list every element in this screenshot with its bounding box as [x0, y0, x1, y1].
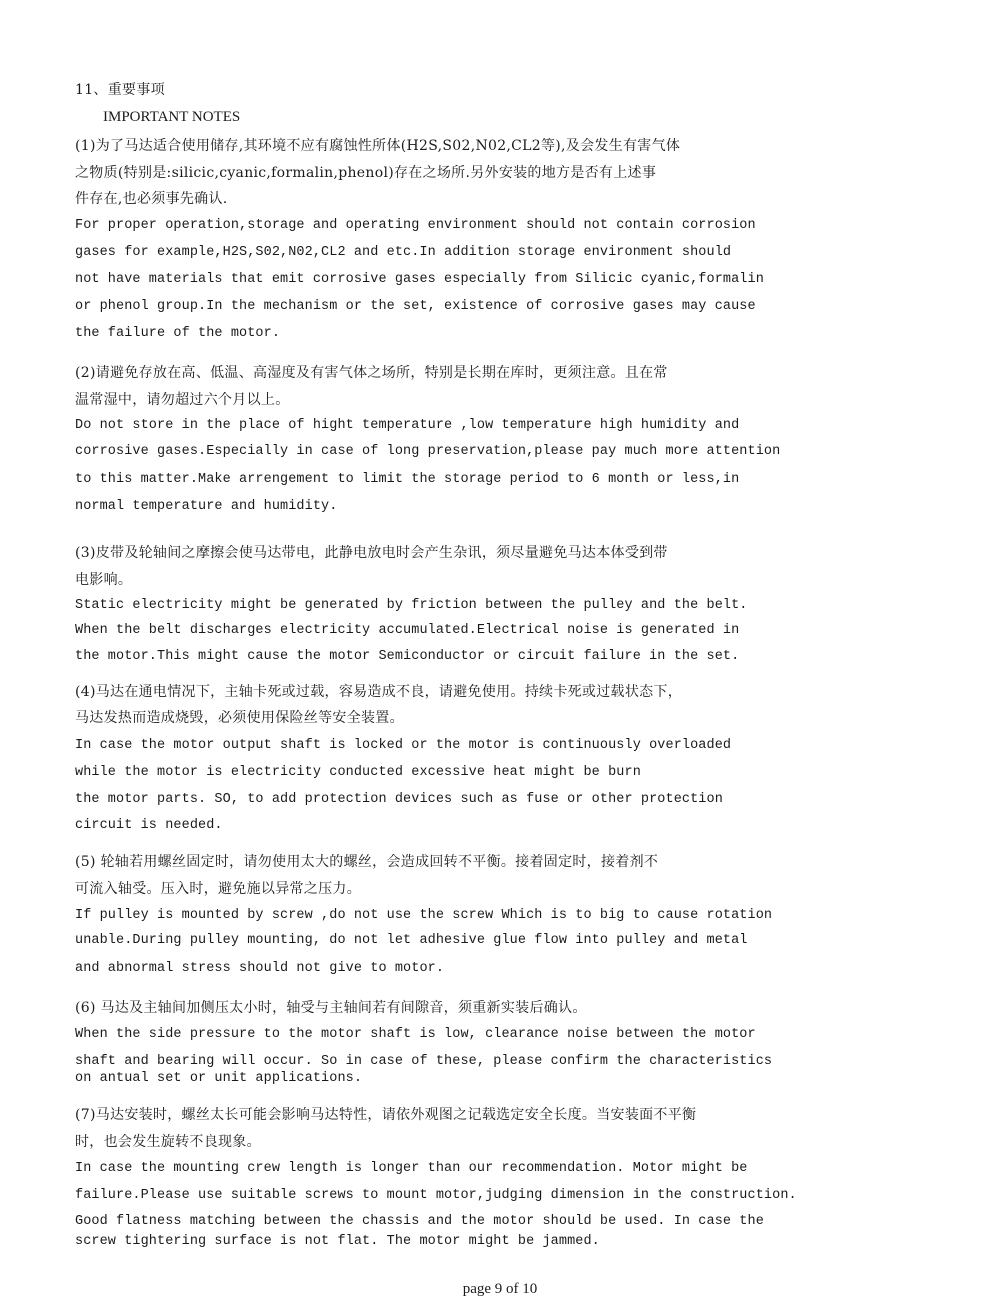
note-4-en-line-3: the motor parts. SO, to add protection devices such as fuse or other protection: [75, 792, 723, 807]
note-3-en-line-3: the motor.This might cause the motor Semiconductor or circuit failure in the set.: [75, 649, 740, 664]
note-7-en-line-1: In case the mounting crew length is longer than our recommendation. Motor might be: [75, 1161, 748, 1176]
note-7-en-line-2: failure.Please use suitable screws to mount motor,judging dimension in the construction.: [75, 1188, 797, 1203]
note-7-en-line-3: Good flatness matching between the chassis and the motor should be used. In case the: [75, 1214, 764, 1229]
note-7-en-line-4: screw tightering surface is not flat. The motor might be jammed.: [75, 1234, 600, 1249]
note-4-en-line-2: while the motor is electricity conducted excessive heat might be burn: [75, 765, 641, 780]
section-subheading: IMPORTANT NOTES: [103, 109, 241, 125]
note-3-en-line-2: When the belt discharges electricity accumulated.Electrical noise is generated in: [75, 623, 740, 638]
page-number: page 9 of 10: [462, 1281, 538, 1297]
note-5-en-line-2: unable.During pulley mounting, do not let adhesive glue flow into pulley and metal: [75, 933, 748, 948]
note-5-cn-line-1: (5) 轮轴若用螺丝固定时，请勿使用太大的螺丝，会造成回转不平衡。接着固定时，接着剂不: [75, 854, 659, 870]
note-4-cn-line-2: 马达发热而造成烧毁，必须使用保险丝等安全装置。: [75, 710, 404, 726]
note-1-en-line-4: or phenol group.In the mechanism or the set, existence of corrosive gases may cause: [75, 299, 756, 314]
note-4-cn-line-1: (4)马达在通电情况下，主轴卡死或过载，容易造成不良，请避免使用。持续卡死或过载状态下，: [75, 684, 683, 700]
note-1-cn-line-1: (1)为了马达适合使用储存,其环境不应有腐蚀性所体(H2S,S02,N02,CL2等),及会发生有害气体: [75, 138, 681, 154]
note-3-cn-line-2: 电影响。: [75, 572, 133, 588]
note-6-en-line-1: When the side pressure to the motor shaft is low, clearance noise between the motor: [75, 1027, 756, 1042]
note-1-cn-line-3: 件存在,也必须事先确认.: [75, 191, 228, 207]
note-7-cn-line-1: (7)马达安装时，螺丝太长可能会影响马达特性，请依外观图之记载选定安全长度。当安装面不平衡: [75, 1107, 697, 1123]
note-6-cn-line-1: (6) 马达及主轴间加侧压太小时，轴受与主轴间若有间隙音，须重新实装后确认。: [75, 1000, 587, 1016]
note-1-en-line-5: the failure of the motor.: [75, 326, 281, 341]
note-6-en-line-3: on antual set or unit applications.: [75, 1071, 363, 1086]
note-4-en-line-4: circuit is needed.: [75, 818, 223, 833]
note-3-cn-line-1: (3)皮带及轮轴间之摩擦会使马达带电，此静电放电时会产生杂讯，须尽量避免马达本体受到带: [75, 545, 668, 561]
note-7-cn-line-2: 时，也会发生旋转不良现象。: [75, 1134, 261, 1150]
note-2-cn-line-2: 温常湿中，请勿超过六个月以上。: [75, 392, 290, 408]
note-2-en-line-4: normal temperature and humidity.: [75, 499, 338, 514]
note-2-en-line-2: corrosive gases.Especially in case of long preservation,please pay much more attention: [75, 444, 781, 459]
note-1-en-line-1: For proper operation,storage and operating environment should not contain corrosion: [75, 218, 756, 233]
note-2-cn-line-1: (2)请避免存放在高、低温、高湿度及有害气体之场所，特别是长期在库时，更须注意。且在常: [75, 365, 668, 381]
note-1-cn-line-2: 之物质(特别是:silicic,cyanic,formalin,phenol)存在之场所.另外安装的地方是否有上述事: [75, 165, 657, 181]
note-3-en-line-1: Static electricity might be generated by friction between the pulley and the belt.: [75, 598, 748, 613]
note-2-en-line-1: Do not store in the place of hight temperature ,low temperature high humidity and: [75, 418, 740, 433]
note-5-en-line-1: If pulley is mounted by screw ,do not use the screw Which is to big to cause rotation: [75, 908, 773, 923]
note-4-en-line-1: In case the motor output shaft is locked or the motor is continuously overloaded: [75, 738, 732, 753]
note-5-en-line-3: and abnormal stress should not give to motor.: [75, 961, 445, 976]
note-6-en-line-2: shaft and bearing will occur. So in case of these, please confirm the characteristics: [75, 1054, 773, 1069]
note-1-en-line-2: gases for example,H2S,S02,N02,CL2 and etc.In addition storage environment should: [75, 245, 732, 260]
note-1-en-line-3: not have materials that emit corrosive gases especially from Silicic cyanic,formalin: [75, 272, 764, 287]
section-heading: 11、重要事项: [75, 82, 165, 98]
note-2-en-line-3: to this matter.Make arrengement to limit the storage period to 6 month or less,in: [75, 472, 740, 487]
note-5-cn-line-2: 可流入轴受。压入时，避免施以异常之压力。: [75, 881, 361, 897]
